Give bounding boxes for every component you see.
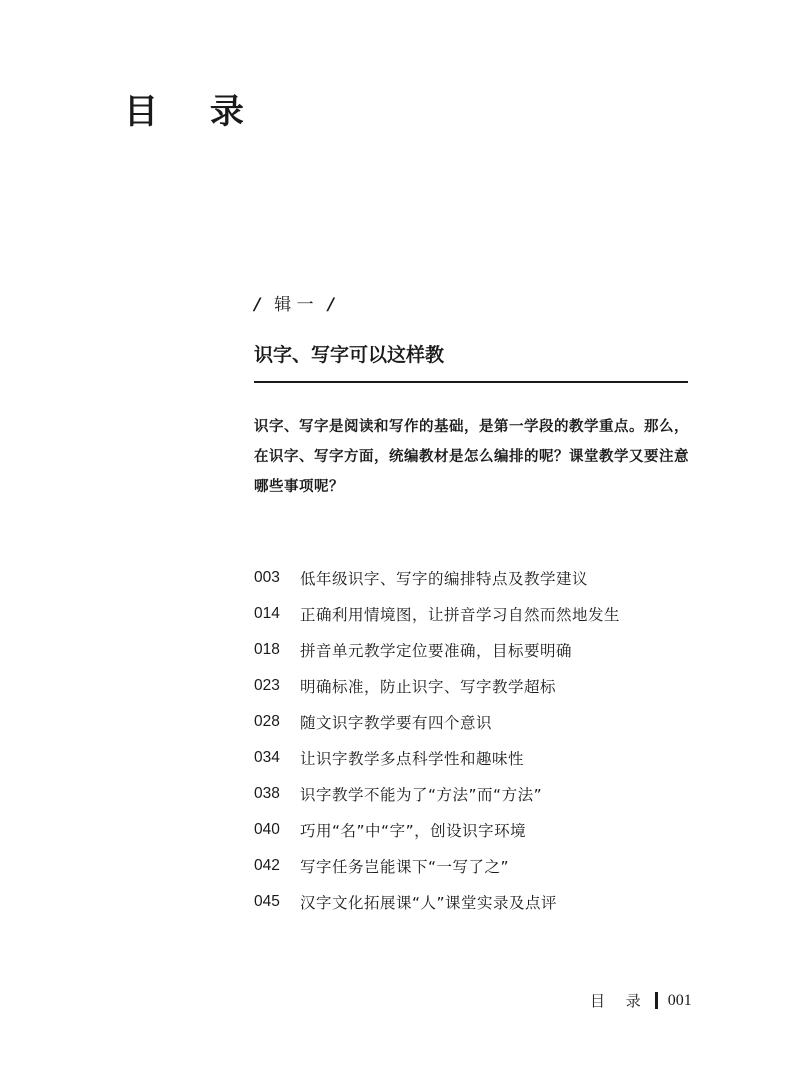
toc-page-number: 042 — [254, 857, 280, 874]
toc-entry[interactable] — [254, 812, 620, 848]
toc-entry[interactable] — [254, 560, 620, 596]
toc-entry[interactable] — [254, 776, 620, 812]
toc-entry[interactable] — [254, 884, 620, 920]
section-label-text: 辑 一 — [274, 295, 314, 315]
toc-entry[interactable] — [254, 740, 620, 776]
section-label — [254, 290, 334, 315]
footer-page-number: 001 — [667, 991, 692, 1009]
toc-page-number: 045 — [254, 893, 280, 910]
section-intro-line: 哪些事项呢？ — [254, 478, 344, 495]
section-intro-line: 在识字、写字方面，统编教材是怎么编排的呢？课堂教学又要注意 — [254, 448, 689, 465]
toc-entry-title: 汉字文化拓展课“人”课堂实录及点评 — [300, 894, 558, 912]
section-divider — [254, 381, 688, 383]
toc-page-number: 034 — [254, 749, 280, 766]
section-label-slash-right: / — [327, 295, 334, 315]
toc-entry[interactable] — [254, 596, 620, 632]
toc-entry-title: 低年级识字、写字的编排特点及教学建议 — [300, 570, 589, 588]
toc-page-number: 003 — [254, 569, 280, 586]
toc-page-number: 028 — [254, 713, 280, 730]
section-label-slash-left: / — [254, 295, 261, 315]
section-intro-line: 识字、写字是阅读和写作的基础，是第一学段的教学重点。那么， — [254, 418, 689, 435]
toc-list — [254, 560, 620, 920]
toc-entry-title: 正确利用情境图，让拼音学习自然而然地发生 — [300, 606, 621, 624]
toc-entry-title: 让识字教学多点科学性和趣味性 — [300, 750, 525, 768]
toc-entry-title: 明确标准，防止识字、写字教学超标 — [300, 678, 557, 696]
toc-entry[interactable] — [254, 704, 620, 740]
footer-divider — [655, 992, 658, 1009]
toc-page-number: 018 — [254, 641, 280, 658]
toc-page-number: 023 — [254, 677, 280, 694]
toc-page-number: 014 — [254, 605, 280, 622]
toc-entry-title: 识字教学不能为了“方法”而“方法” — [300, 786, 543, 804]
toc-entry[interactable] — [254, 848, 620, 884]
toc-entry-title: 随文识字教学要有四个意识 — [300, 714, 493, 732]
toc-page-number: 038 — [254, 785, 280, 802]
section-intro — [254, 412, 692, 502]
toc-entry[interactable] — [254, 668, 620, 704]
page-title: 目 录 — [124, 92, 264, 132]
toc-entry[interactable] — [254, 632, 620, 668]
toc-entry-title: 写字任务岂能课下“一写了之” — [300, 858, 510, 876]
toc-page-number: 040 — [254, 821, 280, 838]
footer-label: 目 录 — [590, 992, 649, 1010]
page-footer — [590, 990, 692, 1011]
toc-entry-title: 巧用“名”中“字”，创设识字环境 — [300, 822, 527, 840]
toc-entry-title: 拼音单元教学定位要准确，目标要明确 — [300, 642, 573, 660]
section-title: 识字、写字可以这样教 — [254, 344, 445, 366]
